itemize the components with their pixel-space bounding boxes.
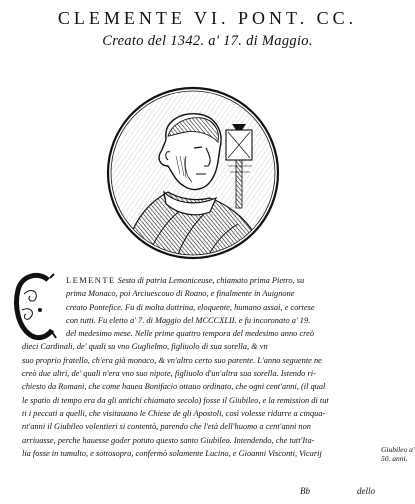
- text-line: con tutti. Fu eletto a' 7. di Maggio del MCCCXLII. e fu incoronato a' 19.: [66, 315, 311, 325]
- text-line: lia fosse in tumulto, e sottosopra, confermò solamente Lucino, e Gioanni Visconti, Vicarij: [22, 448, 322, 458]
- text-line: le spatio di tempo era da gli antichi chiamato secolo) fosse il Giubileo, e la remission di tut: [22, 395, 329, 405]
- text-line: dieci Cardinali, de' quali su vno Guglielmo, figliuolo di sua sorella, & vn: [22, 342, 268, 352]
- biography-text: [22, 274, 378, 460]
- text-line: LEMENTE Sesto di patria Lemoniceuse, chiamato prima Pietro, su: [66, 276, 305, 285]
- text-line: ti i peccati a quelli, che visitauano le Chiese de gli Apostoli, così volesse ridurre a cinqua-: [22, 408, 326, 418]
- page-title: CLEMENTE VI. PONT. CC.: [57, 8, 358, 28]
- portrait-medallion: [106, 86, 280, 260]
- lead-word: LEMENTE: [66, 276, 116, 285]
- margin-note: Giubileo a' 50. anni.: [381, 445, 415, 463]
- text-line: creato Pontefice. Fu di molta dottrina, eloquente, humano assai, e cortese: [66, 302, 315, 312]
- page-subtitle: Creato del 1342. a' 17. di Maggio.: [102, 33, 313, 49]
- text-line: chiesto da Romani, che come hauea Bonifacio ottauo ordinato, che ogni cent'anni, (il qual: [22, 382, 326, 392]
- text-line: prima Monaco, poi Arciuescouo di Roano, e finalmente in Auignone: [66, 289, 295, 299]
- text-line: arriuasse, perche hauesse goder potuto questo santo Giubileo. Intendendo, che tutt'Ita-: [22, 435, 315, 445]
- drop-cap-c: [10, 270, 60, 344]
- catchword: dello: [357, 486, 375, 496]
- text-line: del medesimo mese. Nelle prime quattro tempora del medesimo anno creò: [66, 329, 315, 339]
- signature-mark: Bb: [300, 486, 310, 496]
- text-line: nt'anni il Giubileo volentieri si contentò, parendo che l'età dell'huomo a cent'anni non: [22, 422, 311, 432]
- text-line: creò due altri, de' quali n'era vno suo nipote, figliuolo d'un'altra sua sorella. Istendo ri-: [22, 369, 316, 379]
- text-line: suo proprio fratello, ch'era già monaco, & vn'altro certo suo parente. L'anno seguente ne: [22, 355, 322, 365]
